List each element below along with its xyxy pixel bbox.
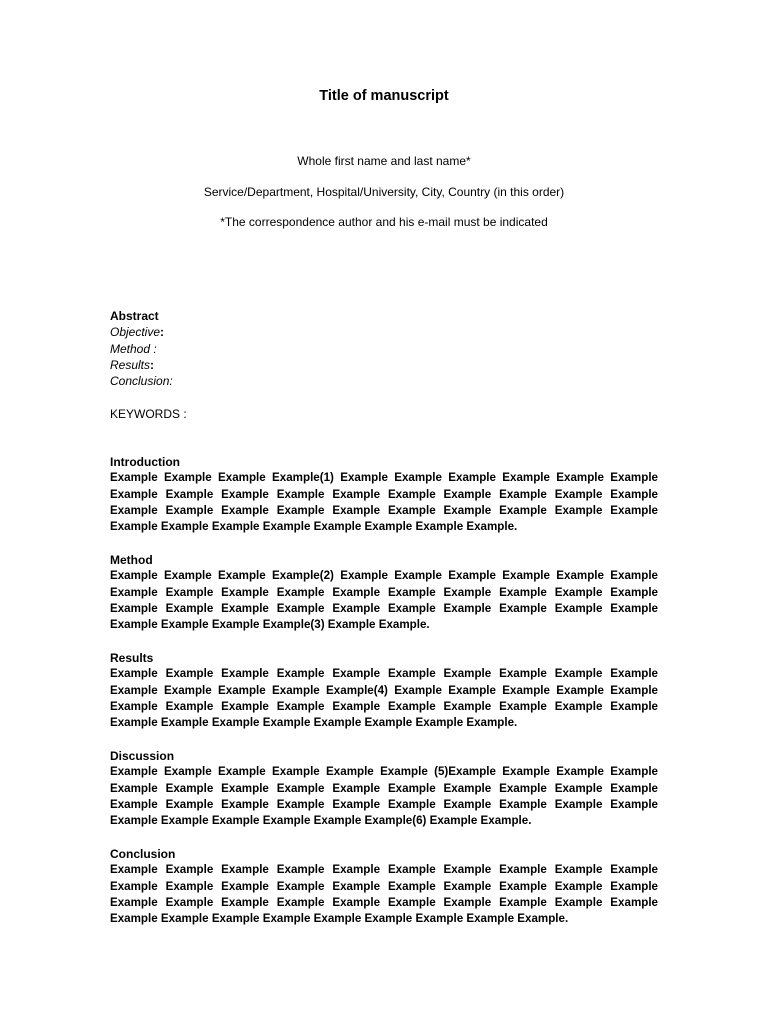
section-introduction (110, 454, 658, 535)
section-heading: Results (110, 651, 154, 665)
section-heading: Discussion (110, 749, 175, 763)
abstract-heading: Abstract (110, 309, 159, 323)
section-discussion (110, 748, 658, 829)
conclusion-label: Conclusion: (110, 374, 173, 389)
abstract-results (110, 357, 658, 373)
author-line: Whole first name and last name* (297, 154, 471, 168)
abstract-objective (110, 324, 658, 340)
abstract-method (110, 341, 658, 357)
section-heading: Method (110, 553, 153, 567)
correspondence-line: *The correspondence author and his e-mail must be indicated (220, 215, 548, 229)
results-colon: : (150, 357, 155, 372)
section-results (110, 650, 658, 731)
objective-label: Objective (110, 325, 161, 340)
objective-colon: : (160, 325, 165, 340)
method-label: Method : (110, 341, 157, 356)
section-text: Example Example Example Example(2) Example Example Example Example Example Example Example Example Example Example Example Example Example Example Example Example Example Example Example Example Example Example Example Example Example Example Example Example Example Example(3) Example Example. (110, 569, 658, 632)
section-text: Example Example Example Example Example Example Example Example Example Example Example Example Example Example Example Example Example Example Example Example Example Example Example Example Example Example Example Example Example Example Example Example Example Example Example Example Example Example Example. (110, 863, 658, 926)
section-text: Example Example Example Example Example Example Example Example Example Example Example Example Example Example Example(4) Example Example Example Example Example Example Example Example Example Example Example Example Example Example Example Example Example Example Example Example Example Example Example. (110, 667, 658, 730)
section-text: Example Example Example Example(1) Example Example Example Example Example Example Example Example Example Example Example Example Example Example Example Example Example Example Example Example Example Example Example Example Example Example Example Example Example Example Example Example Example Example. (110, 471, 658, 534)
section-conclusion (110, 846, 658, 927)
manuscript-title: Title of manuscript (319, 88, 449, 104)
section-method (110, 552, 658, 633)
affiliation-line: Service/Department, Hospital/University, City, Country (in this order) (203, 185, 565, 199)
section-heading: Conclusion (110, 847, 176, 861)
section-text: Example Example Example Example Example Example (5)Example Example Example Example Example Example Example Example Example Example Example Example Example Example Example Example Example Example Example Example Example Example Example Example Example Example Example Example Example Example(6) Example Example. (110, 765, 658, 828)
abstract-conclusion (110, 373, 658, 389)
keywords-label: KEYWORDS : (110, 407, 187, 421)
abstract-block (110, 308, 658, 389)
section-heading: Introduction (110, 455, 180, 469)
results-label: Results (110, 357, 151, 372)
